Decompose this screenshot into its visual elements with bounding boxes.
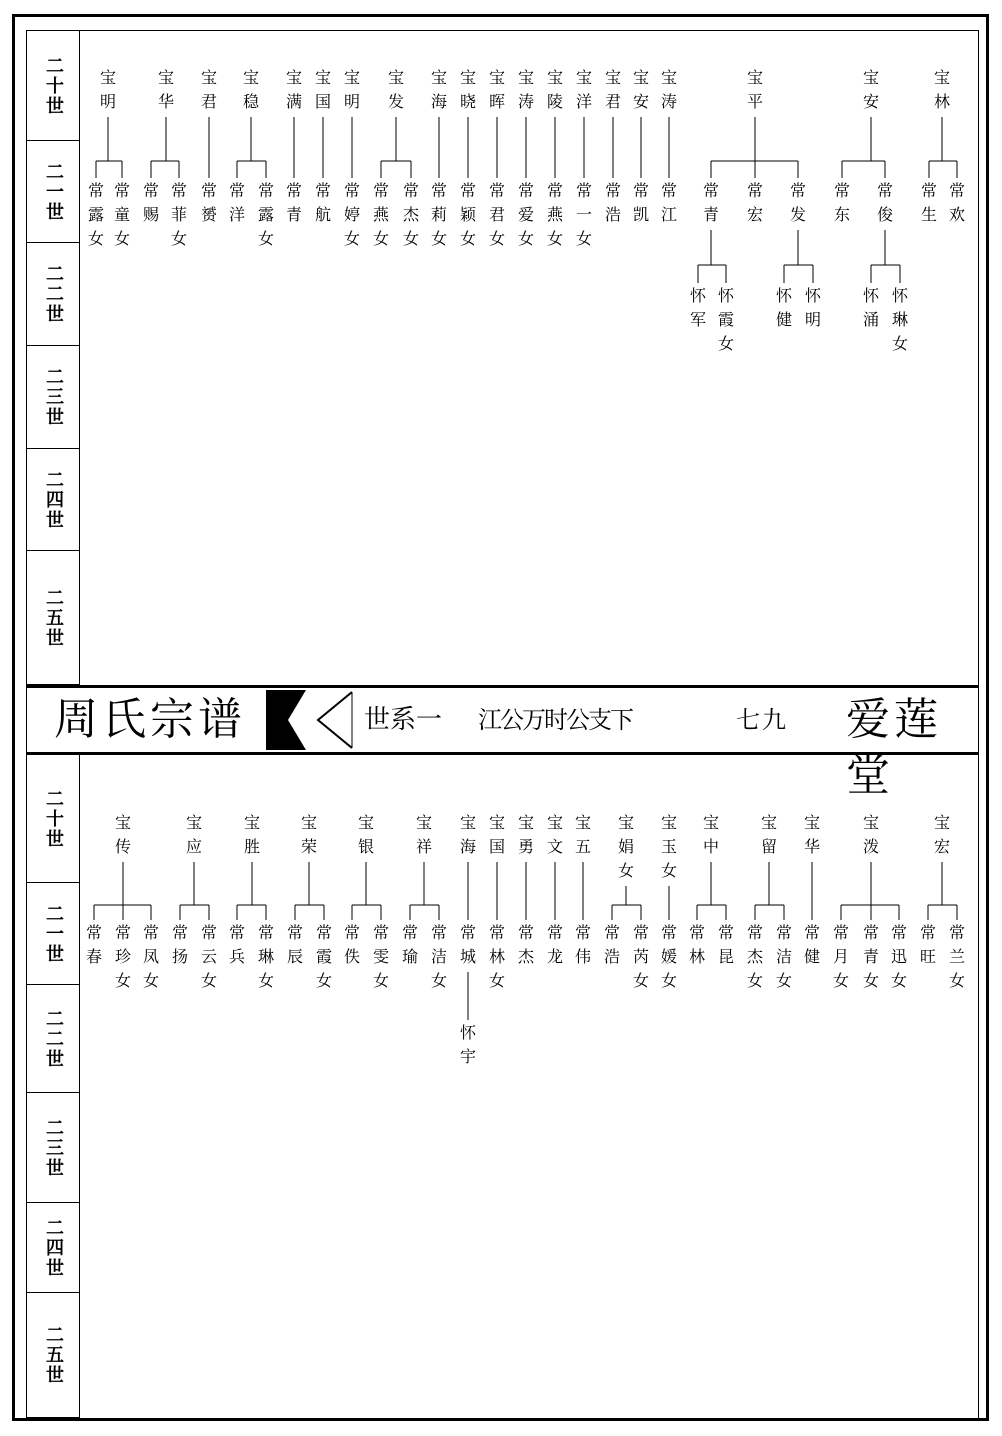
parent-name-char: 宝 xyxy=(114,813,132,832)
female-marker: 女 xyxy=(517,229,535,248)
female-marker: 女 xyxy=(257,229,275,248)
child-name-char: 常 xyxy=(257,923,275,942)
grandchild-name-char: 霞 xyxy=(717,310,735,329)
generation-label: 二三世 xyxy=(26,1093,80,1203)
child-name-char: 珍 xyxy=(114,947,132,966)
parent-name-char: 宝 xyxy=(243,813,261,832)
generation-label: 二二世 xyxy=(26,243,80,346)
parent-name-char: 宝 xyxy=(862,68,880,87)
child-name-char: 林 xyxy=(488,947,506,966)
child-name-char: 琳 xyxy=(257,947,275,966)
child-name-char: 芮 xyxy=(632,947,650,966)
parent-name-char: 宝 xyxy=(702,813,720,832)
child-name-char: 莉 xyxy=(430,205,448,224)
child-name-char: 杰 xyxy=(746,947,764,966)
child-name-char: 露 xyxy=(257,205,275,224)
parent-name-char: 宝 xyxy=(933,68,951,87)
child-name-char: 青 xyxy=(702,205,720,224)
generation-label: 二四世 xyxy=(26,449,80,551)
child-name-char: 常 xyxy=(746,923,764,942)
female-marker: 女 xyxy=(170,229,188,248)
child-name-char: 赐 xyxy=(142,205,160,224)
parent-name-char: 涛 xyxy=(660,92,678,111)
parent-name-char: 晓 xyxy=(459,92,477,111)
child-name-char: 童 xyxy=(113,205,131,224)
child-name-char: 常 xyxy=(228,923,246,942)
generation-label: 二二世 xyxy=(26,985,80,1093)
child-name-char: 常 xyxy=(789,181,807,200)
parent-name-char: 宝 xyxy=(660,813,678,832)
female-marker: 女 xyxy=(142,971,160,990)
child-name-char: 常 xyxy=(401,923,419,942)
parent-name-char: 宝 xyxy=(285,68,303,87)
child-name-char: 凤 xyxy=(142,947,160,966)
female-marker: 女 xyxy=(315,971,333,990)
child-name-char: 春 xyxy=(85,947,103,966)
child-name-char: 常 xyxy=(702,181,720,200)
top-section xyxy=(26,31,979,685)
parent-name-char: 文 xyxy=(546,837,564,856)
child-name-char: 常 xyxy=(660,181,678,200)
parent-name-char: 满 xyxy=(285,92,303,111)
child-name-char: 雯 xyxy=(372,947,390,966)
child-name-char: 常 xyxy=(948,181,966,200)
generation-label: 二五世 xyxy=(26,1293,80,1418)
child-name-char: 常 xyxy=(546,923,564,942)
parent-name-char: 宝 xyxy=(546,68,564,87)
child-name-char: 常 xyxy=(315,923,333,942)
child-name-char: 常 xyxy=(170,181,188,200)
child-name-char: 宏 xyxy=(746,205,764,224)
child-name-char: 扬 xyxy=(171,947,189,966)
parent-name-char: 华 xyxy=(157,92,175,111)
parent-name-char: 宝 xyxy=(387,68,405,87)
parent-name-char: 安 xyxy=(632,92,650,111)
parent-name-char: 宝 xyxy=(99,68,117,87)
female-marker: 女 xyxy=(948,971,966,990)
child-name-char: 青 xyxy=(862,947,880,966)
female-marker: 女 xyxy=(746,971,764,990)
grandchild-name-char: 怀 xyxy=(862,286,880,305)
hall-name: 爱莲堂 xyxy=(846,694,942,801)
female-marker: 女 xyxy=(775,971,793,990)
child-name-char: 迅 xyxy=(890,947,908,966)
child-name-char: 辰 xyxy=(286,947,304,966)
parent-name-char: 宝 xyxy=(660,68,678,87)
parent-name-char: 宝 xyxy=(746,68,764,87)
child-name-char: 常 xyxy=(746,181,764,200)
child-name-char: 霞 xyxy=(315,947,333,966)
grandchild-name-char: 军 xyxy=(689,310,707,329)
female-marker: 女 xyxy=(430,971,448,990)
parent-name-char: 林 xyxy=(933,92,951,111)
child-name-char: 常 xyxy=(488,181,506,200)
female-marker: 女 xyxy=(617,861,635,880)
child-name-char: 颖 xyxy=(459,205,477,224)
child-name-char: 云 xyxy=(200,947,218,966)
title-band xyxy=(26,685,979,801)
grandchild-name-char: 怀 xyxy=(689,286,707,305)
parent-name-char: 宝 xyxy=(604,68,622,87)
grandchild-name-char: 怀 xyxy=(459,1023,477,1042)
parent-name-char: 君 xyxy=(200,92,218,111)
parent-name-char: 宝 xyxy=(185,813,203,832)
child-name-char: 菲 xyxy=(170,205,188,224)
parent-name-char: 宝 xyxy=(632,68,650,87)
parent-name-char: 华 xyxy=(803,837,821,856)
parent-name-char: 明 xyxy=(99,92,117,111)
child-name-char: 常 xyxy=(200,923,218,942)
female-marker: 女 xyxy=(257,971,275,990)
child-name-char: 常 xyxy=(200,181,218,200)
parent-name-char: 宝 xyxy=(357,813,375,832)
child-name-char: 一 xyxy=(575,205,593,224)
child-name-char: 兰 xyxy=(948,947,966,966)
child-name-char: 东 xyxy=(833,205,851,224)
child-name-char: 佚 xyxy=(343,947,361,966)
parent-name-char: 荣 xyxy=(300,837,318,856)
parent-name-char: 宝 xyxy=(862,813,880,832)
child-name-char: 常 xyxy=(228,181,246,200)
parent-name-char: 海 xyxy=(430,92,448,111)
child-name-char: 月 xyxy=(832,947,850,966)
child-name-char: 常 xyxy=(632,923,650,942)
female-marker: 女 xyxy=(402,229,420,248)
child-name-char: 常 xyxy=(546,181,564,200)
parent-name-char: 宝 xyxy=(459,813,477,832)
generation-label: 二十世 xyxy=(26,31,80,141)
female-marker: 女 xyxy=(890,971,908,990)
child-name-char: 常 xyxy=(803,923,821,942)
child-name-char: 洋 xyxy=(228,205,246,224)
child-name-char: 常 xyxy=(343,181,361,200)
grandchild-name-char: 怀 xyxy=(717,286,735,305)
female-marker: 女 xyxy=(546,229,564,248)
child-name-char: 伟 xyxy=(574,947,592,966)
child-name-char: 杰 xyxy=(402,205,420,224)
female-marker: 女 xyxy=(459,229,477,248)
child-name-char: 常 xyxy=(890,923,908,942)
child-name-char: 城 xyxy=(459,947,477,966)
lineage-label: 世系一 xyxy=(364,705,443,735)
parent-name-char: 宝 xyxy=(242,68,260,87)
parent-name-char: 明 xyxy=(343,92,361,111)
child-name-char: 常 xyxy=(402,181,420,200)
child-name-char: 常 xyxy=(114,923,132,942)
child-name-char: 江 xyxy=(660,205,678,224)
parent-name-char: 涛 xyxy=(517,92,535,111)
child-name-char: 爱 xyxy=(517,205,535,224)
female-marker: 女 xyxy=(114,971,132,990)
generation-label: 二十世 xyxy=(26,755,80,883)
female-marker: 女 xyxy=(862,971,880,990)
parent-name-char: 君 xyxy=(604,92,622,111)
grandchild-name-char: 宇 xyxy=(459,1047,477,1066)
female-marker: 女 xyxy=(430,229,448,248)
grandchild-name-char: 明 xyxy=(804,310,822,329)
parent-name-char: 洋 xyxy=(575,92,593,111)
child-name-char: 露 xyxy=(87,205,105,224)
parent-name-char: 宝 xyxy=(488,68,506,87)
child-name-char: 常 xyxy=(142,181,160,200)
female-marker: 女 xyxy=(632,971,650,990)
parent-name-char: 宝 xyxy=(933,813,951,832)
child-name-char: 龙 xyxy=(546,947,564,966)
grandchild-name-char: 怀 xyxy=(775,286,793,305)
parent-name-char: 宝 xyxy=(760,813,778,832)
parent-name-char: 宝 xyxy=(430,68,448,87)
female-marker: 女 xyxy=(113,229,131,248)
parent-name-char: 祥 xyxy=(415,837,433,856)
child-name-char: 常 xyxy=(632,181,650,200)
child-name-char: 常 xyxy=(717,923,735,942)
child-name-char: 瑜 xyxy=(401,947,419,966)
parent-name-char: 稳 xyxy=(242,92,260,111)
child-name-char: 欢 xyxy=(948,205,966,224)
child-name-char: 常 xyxy=(604,181,622,200)
child-name-char: 常 xyxy=(372,923,390,942)
grandchild-name-char: 涌 xyxy=(862,310,880,329)
child-name-char: 常 xyxy=(171,923,189,942)
parent-name-char: 宝 xyxy=(517,68,535,87)
parent-name-char: 宝 xyxy=(574,813,592,832)
child-name-char: 常 xyxy=(603,923,621,942)
child-name-char: 发 xyxy=(789,205,807,224)
parent-name-char: 宝 xyxy=(415,813,433,832)
female-marker: 女 xyxy=(372,229,390,248)
female-marker: 女 xyxy=(200,971,218,990)
generation-label: 二一世 xyxy=(26,141,80,243)
parent-name-char: 勇 xyxy=(517,837,535,856)
child-name-char: 常 xyxy=(919,923,937,942)
child-name-char: 健 xyxy=(803,947,821,966)
female-marker: 女 xyxy=(832,971,850,990)
child-name-char: 常 xyxy=(372,181,390,200)
female-marker: 女 xyxy=(660,861,678,880)
parent-name-char: 宝 xyxy=(488,813,506,832)
parent-name-char: 宝 xyxy=(803,813,821,832)
female-marker: 女 xyxy=(372,971,390,990)
child-name-char: 燕 xyxy=(372,205,390,224)
parent-name-char: 安 xyxy=(862,92,880,111)
parent-name-char: 宝 xyxy=(314,68,332,87)
child-name-char: 洁 xyxy=(775,947,793,966)
parent-name-char: 宝 xyxy=(517,813,535,832)
child-name-char: 生 xyxy=(920,205,938,224)
child-name-char: 媛 xyxy=(660,947,678,966)
parent-name-char: 宏 xyxy=(933,837,951,856)
parent-name-char: 宝 xyxy=(459,68,477,87)
child-name-char: 常 xyxy=(314,181,332,200)
parent-name-char: 宝 xyxy=(200,68,218,87)
branch-label: 江公万时公支下 xyxy=(478,706,632,734)
child-name-char: 常 xyxy=(87,181,105,200)
parent-name-char: 国 xyxy=(488,837,506,856)
female-marker: 女 xyxy=(488,229,506,248)
child-name-char: 君 xyxy=(488,205,506,224)
child-name-char: 常 xyxy=(343,923,361,942)
parent-name-char: 陵 xyxy=(546,92,564,111)
child-name-char: 兵 xyxy=(228,947,246,966)
child-name-char: 杰 xyxy=(517,947,535,966)
child-name-char: 常 xyxy=(660,923,678,942)
parent-name-char: 应 xyxy=(185,837,203,856)
child-name-char: 常 xyxy=(920,181,938,200)
parent-name-char: 宝 xyxy=(617,813,635,832)
family-tree-top xyxy=(26,31,979,685)
child-name-char: 常 xyxy=(142,923,160,942)
child-name-char: 常 xyxy=(257,181,275,200)
generation-label: 二四世 xyxy=(26,1203,80,1293)
parent-name-char: 中 xyxy=(702,837,720,856)
child-name-char: 常 xyxy=(286,923,304,942)
grandchild-name-char: 怀 xyxy=(804,286,822,305)
child-name-char: 赟 xyxy=(200,205,218,224)
child-name-char: 常 xyxy=(488,923,506,942)
parent-name-char: 银 xyxy=(357,837,375,856)
child-name-char: 婷 xyxy=(343,205,361,224)
child-name-char: 常 xyxy=(575,181,593,200)
child-name-char: 航 xyxy=(314,205,332,224)
child-name-char: 旺 xyxy=(919,947,937,966)
grandchild-name-char: 琳 xyxy=(891,310,909,329)
generation-label: 二五世 xyxy=(26,551,80,685)
child-name-char: 燕 xyxy=(546,205,564,224)
grandchild-name-char: 健 xyxy=(775,310,793,329)
female-marker: 女 xyxy=(343,229,361,248)
page-number: 七九 xyxy=(736,706,788,734)
child-name-char: 浩 xyxy=(603,947,621,966)
parent-name-char: 胜 xyxy=(243,837,261,856)
parent-name-char: 发 xyxy=(387,92,405,111)
parent-name-char: 海 xyxy=(459,837,477,856)
parent-name-char: 宝 xyxy=(546,813,564,832)
child-name-char: 常 xyxy=(430,181,448,200)
female-marker: 女 xyxy=(575,229,593,248)
parent-name-char: 留 xyxy=(760,837,778,856)
child-name-char: 常 xyxy=(948,923,966,942)
child-name-char: 常 xyxy=(430,923,448,942)
parent-name-char: 传 xyxy=(114,837,132,856)
parent-name-char: 宝 xyxy=(300,813,318,832)
generation-label: 二三世 xyxy=(26,346,80,449)
child-name-char: 常 xyxy=(862,923,880,942)
child-name-char: 常 xyxy=(775,923,793,942)
child-name-char: 常 xyxy=(113,181,131,200)
child-name-char: 凯 xyxy=(632,205,650,224)
parent-name-char: 国 xyxy=(314,92,332,111)
generation-label: 二一世 xyxy=(26,883,80,985)
child-name-char: 青 xyxy=(285,205,303,224)
child-name-char: 洁 xyxy=(430,947,448,966)
child-name-char: 常 xyxy=(85,923,103,942)
child-name-char: 常 xyxy=(833,181,851,200)
child-name-char: 常 xyxy=(459,923,477,942)
bottom-section xyxy=(26,755,979,1418)
female-marker: 女 xyxy=(660,971,678,990)
child-name-char: 浩 xyxy=(604,205,622,224)
parent-name-char: 晖 xyxy=(488,92,506,111)
book-title: 周氏宗谱 xyxy=(54,694,246,745)
child-name-char: 常 xyxy=(688,923,706,942)
child-name-char: 常 xyxy=(285,181,303,200)
child-name-char: 常 xyxy=(459,181,477,200)
child-name-char: 常 xyxy=(574,923,592,942)
female-marker: 女 xyxy=(87,229,105,248)
female-marker: 女 xyxy=(891,334,909,353)
female-marker: 女 xyxy=(717,334,735,353)
child-name-char: 俊 xyxy=(876,205,894,224)
parent-name-char: 泼 xyxy=(862,837,880,856)
child-name-char: 林 xyxy=(688,947,706,966)
family-tree-bottom xyxy=(26,755,979,1418)
child-name-char: 常 xyxy=(517,181,535,200)
parent-name-char: 宝 xyxy=(157,68,175,87)
parent-name-char: 宝 xyxy=(343,68,361,87)
child-name-char: 昆 xyxy=(717,947,735,966)
parent-name-char: 平 xyxy=(746,92,764,111)
child-name-char: 常 xyxy=(832,923,850,942)
child-name-char: 常 xyxy=(876,181,894,200)
parent-name-char: 五 xyxy=(574,837,592,856)
female-marker: 女 xyxy=(488,971,506,990)
grandchild-name-char: 怀 xyxy=(891,286,909,305)
parent-name-char: 宝 xyxy=(575,68,593,87)
chevron-divider-icon xyxy=(266,688,356,752)
parent-name-char: 娟 xyxy=(617,837,635,856)
child-name-char: 常 xyxy=(517,923,535,942)
parent-name-char: 玉 xyxy=(660,837,678,856)
